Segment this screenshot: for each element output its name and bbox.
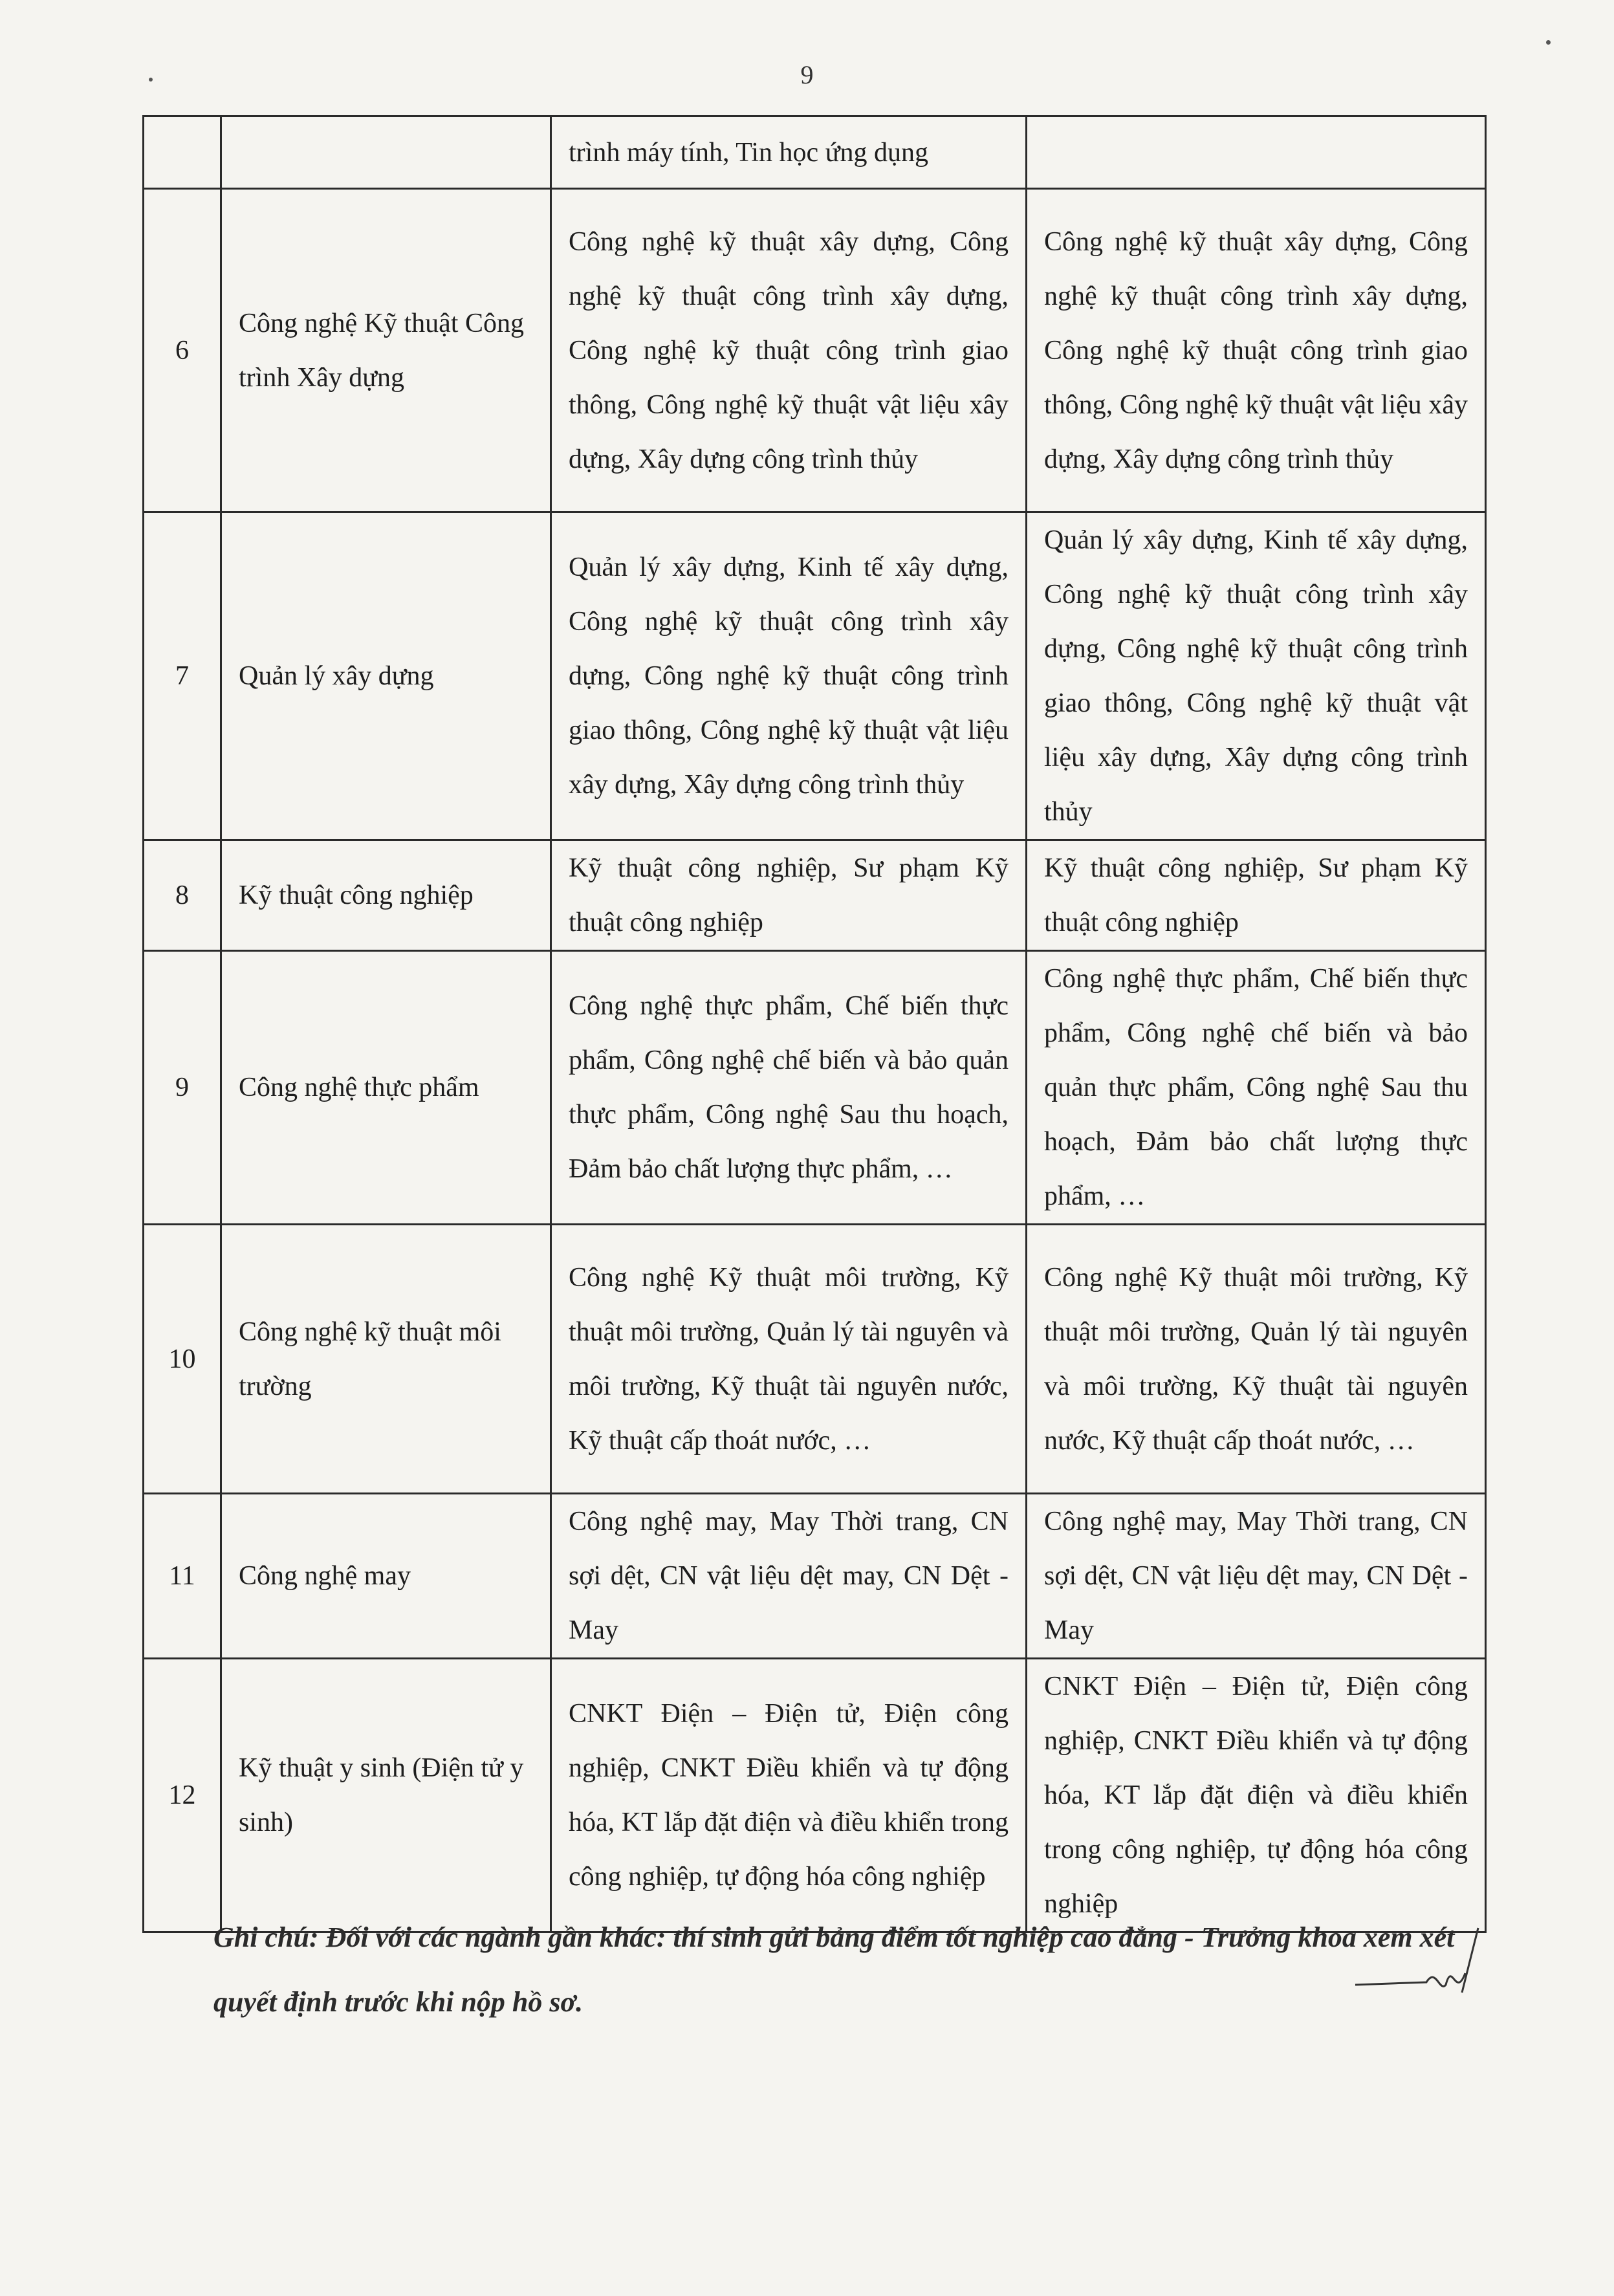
stt-cell: 9 [144, 951, 221, 1225]
major-cell: Công nghệ thực phẩm [221, 951, 551, 1225]
related-majors-cell: CNKT Điện – Điện tử, Điện công nghiệp, CNKT Điều khiển và tự động hóa, KT lắp đặt điện và điều khiển trong công nghiệp, tự động hóa công nghiệp [551, 1659, 1027, 1932]
stt-cell: 10 [144, 1225, 221, 1494]
close-majors-cell [1027, 116, 1486, 189]
close-majors-cell: Công nghệ Kỹ thuật môi trường, Kỹ thuật môi trường, Quản lý tài nguyên và môi trường, Kỹ thuật tài nguyên nước, Kỹ thuật cấp thoát nước, … [1027, 1225, 1486, 1494]
page-number: 9 [800, 60, 814, 89]
major-cell: Công nghệ may [221, 1494, 551, 1659]
close-majors-cell: Công nghệ thực phẩm, Chế biến thực phẩm, Công nghệ chế biến và bảo quản thực phẩm, Công nghệ Sau thu hoạch, Đảm bảo chất lượng thực phẩm, … [1027, 951, 1486, 1225]
related-majors-cell: Kỹ thuật công nghiệp, Sư phạm Kỹ thuật công nghiệp [551, 840, 1027, 951]
stt-cell: 12 [144, 1659, 221, 1932]
related-majors-cell: trình máy tính, Tin học ứng dụng [551, 116, 1027, 189]
scan-speck [1546, 40, 1551, 45]
related-majors-cell: Công nghệ thực phẩm, Chế biến thực phẩm, Công nghệ chế biến và bảo quản thực phẩm, Công nghệ Sau thu hoạch, Đảm bảo chất lượng thực phẩm, … [551, 951, 1027, 1225]
table-row [144, 951, 1486, 1225]
close-majors-cell: CNKT Điện – Điện tử, Điện công nghiệp, CNKT Điều khiển và tự động hóa, KT lắp đặt điện và điều khiển trong công nghiệp, tự động hóa công nghiệp [1027, 1659, 1486, 1932]
close-majors-cell: Quản lý xây dựng, Kinh tế xây dựng, Công nghệ kỹ thuật công trình xây dựng, Công nghệ kỹ thuật công trình giao thông, Công nghệ kỹ thuật vật liệu xây dựng, Xây dựng công trình thủy [1027, 512, 1486, 840]
stt-cell: 6 [144, 189, 221, 512]
close-majors-cell: Công nghệ kỹ thuật xây dựng, Công nghệ kỹ thuật công trình xây dựng, Công nghệ kỹ thuật công trình giao thông, Công nghệ kỹ thuật vật liệu xây dựng, Xây dựng công trình thủy [1027, 189, 1486, 512]
major-cell: Kỹ thuật y sinh (Điện tử y sinh) [221, 1659, 551, 1932]
stt-cell: 8 [144, 840, 221, 951]
signature-mark [1349, 1915, 1485, 2012]
major-cell [221, 116, 551, 189]
stt-cell: 11 [144, 1494, 221, 1659]
scan-speck [149, 78, 153, 82]
table-row [144, 840, 1486, 951]
major-cell: Quản lý xây dựng [221, 512, 551, 840]
major-cell: Công nghệ Kỹ thuật Công trình Xây dựng [221, 189, 551, 512]
related-majors-cell: Công nghệ may, May Thời trang, CN sợi dệt, CN vật liệu dệt may, CN Dệt - May [551, 1494, 1027, 1659]
related-majors-cell: Quản lý xây dựng, Kinh tế xây dựng, Công nghệ kỹ thuật công trình xây dựng, Công nghệ kỹ thuật công trình giao thông, Công nghệ kỹ thuật vật liệu xây dựng, Xây dựng công trình thủy [551, 512, 1027, 840]
related-majors-cell: Công nghệ kỹ thuật xây dựng, Công nghệ kỹ thuật công trình xây dựng, Công nghệ kỹ thuật công trình giao thông, Công nghệ kỹ thuật vật liệu xây dựng, Xây dựng công trình thủy [551, 189, 1027, 512]
related-majors-cell: Công nghệ Kỹ thuật môi trường, Kỹ thuật môi trường, Quản lý tài nguyên và môi trường, Kỹ thuật tài nguyên nước, Kỹ thuật cấp thoát nước, … [551, 1225, 1027, 1494]
table-row-continuation [144, 116, 1486, 189]
table-row [144, 1494, 1486, 1659]
table-row [144, 512, 1486, 840]
major-cell: Kỹ thuật công nghiệp [221, 840, 551, 951]
stt-cell [144, 116, 221, 189]
footnote: Ghi chú: Đối với các ngành gần khác: thí sinh gửi bảng điểm tốt nghiệp cao đẳng - Trưởng khoa xem xét quyết định trước khi nộp hồ sơ. [213, 1921, 1455, 2018]
table-row [144, 189, 1486, 512]
close-majors-cell: Kỹ thuật công nghiệp, Sư phạm Kỹ thuật công nghiệp [1027, 840, 1486, 951]
close-majors-cell: Công nghệ may, May Thời trang, CN sợi dệt, CN vật liệu dệt may, CN Dệt - May [1027, 1494, 1486, 1659]
major-cell: Công nghệ kỹ thuật môi trường [221, 1225, 551, 1494]
stt-cell: 7 [144, 512, 221, 840]
table-row [144, 1659, 1486, 1932]
equivalent-majors-table [142, 115, 1487, 1933]
table-row [144, 1225, 1486, 1494]
